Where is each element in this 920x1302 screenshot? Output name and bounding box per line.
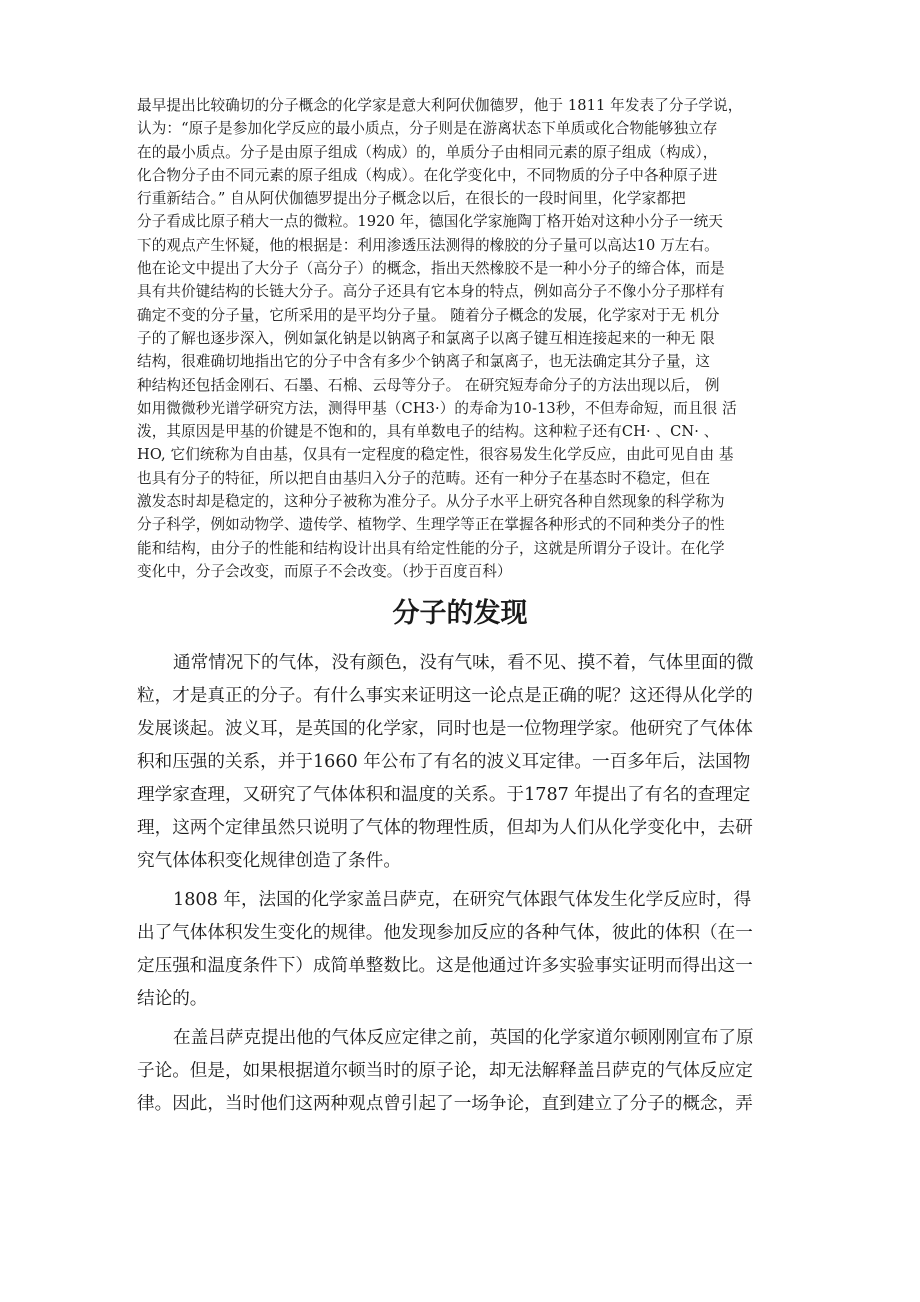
intro-line: 子的了解也逐步深入，例如氯化钠是以钠离子和氯离子以离子键互相连接起来的一种无 限 — [137, 329, 715, 347]
paragraph-3 — [137, 1022, 797, 1121]
intro-line: 行重新结合。” 自从阿伏伽德罗提出分子概念以后，在很长的一段时间里，化学家都把 — [137, 190, 686, 208]
body-line: 子论。但是，如果根据道尔顿当时的原子论，却无法解释盖吕萨克的气体反应定 — [137, 1061, 753, 1081]
intro-line: 泼，其原因是甲基的价键是不饱和的，具有单数电子的结构。这种粒子还有CH· 、CN· 、 — [137, 423, 719, 441]
intro-line: 种结构还包括金刚石、石墨、石棉、云母等分子。 在研究短寿命分子的方法出现以后， 例 — [137, 376, 720, 394]
intro-line: HO, 它们统称为自由基，仅具有一定程度的稳定性，很容易发生化学反应，由此可见自由 基 — [137, 446, 734, 464]
intro-line: 如用微微秒光谱学研究方法，测得甲基（CH3·）的寿命为10-13秒，不但寿命短，而且很 活 — [137, 399, 737, 417]
intro-line: 认为：“原子是参加化学反应的最小质点，分子则是在游离状态下单质或化合物能够独立存 — [137, 120, 718, 138]
intro-line: 分子看成比原子稍大一点的微粒。1920 年，德国化学家施陶丁格开始对这种小分子一统天 — [137, 213, 723, 231]
intro-line: 最早提出比较确切的分子概念的化学家是意大利阿伏伽德罗，他于 1811 年发表了分子学说， — [137, 97, 743, 114]
body-line: 究气体体积变化规律创造了条件。 — [137, 851, 401, 871]
intro-line: 确定不变的分子量，它所采用的是平均分子量。 随着分子概念的发展，化学家对于无 机分 — [137, 306, 720, 324]
intro-line: 下的观点产生怀疑，他的根据是：利用渗透压法测得的橡胶的分子量可以高达10 万左右。 — [137, 236, 719, 254]
intro-line: 分子科学，例如动物学、遗传学、植物学、生理学等正在掌握各种形式的不同种类分子的性 — [137, 516, 725, 534]
intro-line: 化合物分子由不同元素的原子组成（构成）。在化学变化中，不同物质的分子中各种原子进 — [137, 166, 718, 184]
body-text — [137, 647, 797, 1121]
intro-line: 激发态时却是稳定的，这种分子被称为准分子。从分子水平上研究各种自然现象的科学称为 — [137, 493, 725, 511]
body-line: 发展谈起。波义耳，是英国的化学家，同时也是一位物理学家。他研究了气体体 — [137, 719, 753, 739]
intro-paragraph — [137, 94, 797, 583]
body-line: 积和压强的关系，并于1660 年公布了有名的波义耳定律。一百多年后，法国物 — [137, 752, 751, 772]
body-line: 结论的。 — [137, 989, 208, 1009]
intro-line: 他在论文中提出了大分子（高分子）的概念，指出天然橡胶不是一种小分子的缔合体，而是 — [137, 260, 725, 278]
body-line: 1808 年，法国的化学家盖吕萨克，在研究气体跟气体发生化学反应时，得 — [173, 890, 752, 910]
body-line: 粒，才是真正的分子。有什么事实来证明这一论点是正确的呢？这还得从化学的 — [137, 686, 753, 706]
body-line: 定压强和温度条件下）成简单整数比。这是他通过许多实验事实证明而得出这一 — [137, 956, 753, 976]
body-line: 理学家查理，又研究了气体体积和温度的关系。于1787 年提出了有名的查理定 — [137, 785, 751, 805]
paragraph-1 — [137, 647, 797, 878]
body-line: 在盖吕萨克提出他的气体反应定律之前，英国的化学家道尔顿刚刚宣布了原 — [173, 1028, 754, 1048]
intro-line: 也具有分子的特征，所以把自由基归入分子的范畴。还有一种分子在基态时不稳定，但在 — [137, 469, 711, 487]
body-line: 通常情况下的气体，没有颜色，没有气味，看不见、摸不着，气体里面的微 — [173, 653, 754, 673]
body-line: 理，这两个定律虽然只说明了气体的物理性质，但却为人们从化学变化中，去研 — [137, 818, 753, 838]
intro-line: 在的最小质点。分子是由原子组成（构成）的，单质分子由相同元素的原子组成（构成）， — [137, 143, 718, 161]
paragraph-2 — [137, 884, 797, 1016]
body-line: 律。因此，当时他们这两种观点曾引起了一场争论，直到建立了分子的概念，弄 — [137, 1094, 753, 1114]
body-line: 出了气体体积发生变化的规律。他发现参加反应的各种气体，彼此的体积（在一 — [137, 923, 753, 943]
intro-line: 具有共价键结构的长链大分子。高分子还具有它本身的特点，例如高分子不像小分子那样有 — [137, 283, 725, 301]
intro-line: 结构，很难确切地指出它的分子中含有多少个钠离子和氯离子，也无法确定其分子量，这 — [137, 353, 711, 371]
intro-line: 变化中，分子会改变，而原子不会改变。（抄于百度百科） — [137, 562, 512, 580]
intro-line: 能和结构，由分子的性能和结构设计出具有给定性能的分子，这就是所谓分子设计。在化学 — [137, 539, 725, 557]
section-title: 分子的发现 — [392, 598, 528, 629]
